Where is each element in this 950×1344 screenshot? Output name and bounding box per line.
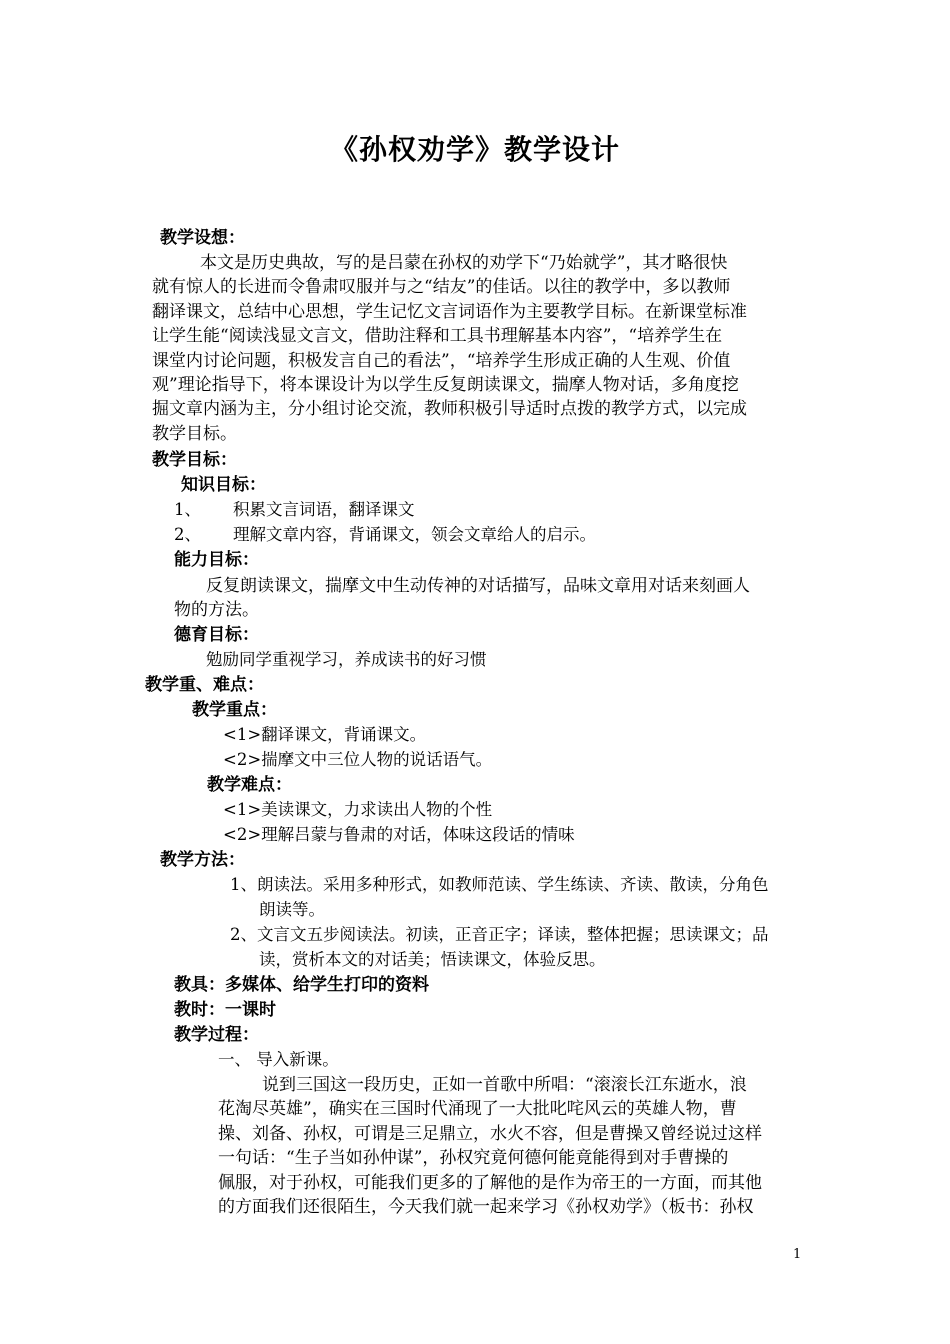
design-idea-line: 观”理论指导下，将本课设计为以学生反复朗读课文，揣摩人物对话，多角度挖 [152,375,739,396]
method-item: 2、文言文五步阅读法。初读，正音正字；译读，整体把握；思读课文；品 [230,925,769,944]
design-idea-line: 掘文章内涵为主，分小组讨论交流，教师积极引导适时点拨的教学方式，以完成 [152,399,747,420]
method-item-continued: 读，赏析本文的对话美；悟读课文，体验反思。 [259,950,606,969]
process-intro-line: 花淘尽英雄”，确实在三国时代涌现了一大批叱咤风云的英雄人物，曹 [218,1099,737,1120]
knowledge-item-number: 2、 [174,525,201,544]
knowledge-goal-heading: 知识目标： [181,475,266,495]
design-idea-line: 课堂内讨论问题，积极发言自己的看法”，“培养学生形成正确的人生观、价值 [152,350,731,371]
knowledge-item-number: 1、 [174,500,201,519]
process-intro-line: 操、刘备、孙权，可谓是三足鼎立，水火不容，但是曹操又曾经说过这样 [218,1123,762,1144]
process-intro-line: 说到三国这一段历史，正如一首歌中所唱：“滚滚长江东逝水，浪 [262,1075,747,1095]
teaching-tools: 教具：多媒体、给学生打印的资料 [174,975,429,995]
design-idea-line: 本文是历史典故，写的是吕蒙在孙权的劝学下“乃始就学”，其才略很快 [200,253,728,273]
moral-goal-text: 勉励同学重视学习，养成读书的好习惯 [206,650,487,669]
process-step-heading: 一、 导入新课。 [218,1050,339,1069]
process-intro-line: 一句话：“生子当如孙仲谋”，孙权究竟何德何能竟能得到对手曹操的 [218,1148,729,1169]
ability-goal-line: 反复朗读课文，揣摩文中生动传神的对话描写，品味文章用对话来刻画人 [206,576,750,596]
process-intro-line: 佩服，对于孙权，可能我们更多的了解他的是作为帝王的一方面，而其他 [218,1172,762,1193]
teaching-duration: 教时：一课时 [174,1000,276,1020]
design-idea-line: 翻译课文，总结中心思想，学生记忆文言词语作为主要教学目标。在新课堂标准 [152,301,747,322]
page-number: 1 [793,1247,802,1262]
process-intro-paragraph [218,1073,808,1219]
design-idea-line: 让学生能“阅读浅显文言文，借助注释和工具书理解基本内容”，“培养学生在 [152,326,723,347]
focus-item: <1>翻译课文，背诵课文。 [223,725,427,744]
difficulty-heading: 教学难点： [207,775,292,795]
knowledge-item-text: 积累文言词语，翻译课文 [233,500,415,519]
ability-goal-heading: 能力目标： [174,550,259,570]
method-item: 1、朗读法。采用多种形式，如教师范读、学生练读、齐读、散读，分角色 [230,875,769,894]
process-intro-line: 的方面我们还很陌生，今天我们就一起来学习《孙权劝学》（板书：孙权 [218,1197,754,1218]
goals-heading: 教学目标： [152,450,237,470]
design-idea-line: 就有惊人的长进而令鲁肃叹服并与之“结友”的佳话。以往的教学中，多以教师 [152,277,731,298]
ability-goal-line: 物的方法。 [174,600,259,621]
design-idea-line: 教学目标。 [152,423,237,444]
focus-heading: 教学重点： [192,700,277,720]
moral-goal-heading: 德育目标： [174,625,259,645]
design-idea-paragraph [152,251,808,446]
focus-item: <2>揣摩文中三位人物的说话语气。 [223,750,493,769]
difficulty-item: <1>美读课文，力求读出人物的个性 [223,800,493,819]
ability-goal-paragraph [174,574,808,623]
knowledge-item-text: 理解文章内容，背诵课文，领会文章给人的启示。 [233,525,596,544]
key-points-heading: 教学重、难点： [145,675,264,695]
design-idea-heading: 教学设想： [160,228,245,248]
method-item-continued: 朗读等。 [259,900,325,919]
methods-heading: 教学方法： [160,850,245,870]
document-title: 《孙权劝学》教学设计 [329,133,620,166]
process-heading: 教学过程： [174,1025,259,1045]
difficulty-item: <2>理解吕蒙与鲁肃的对话，体味这段话的情味 [223,825,575,844]
